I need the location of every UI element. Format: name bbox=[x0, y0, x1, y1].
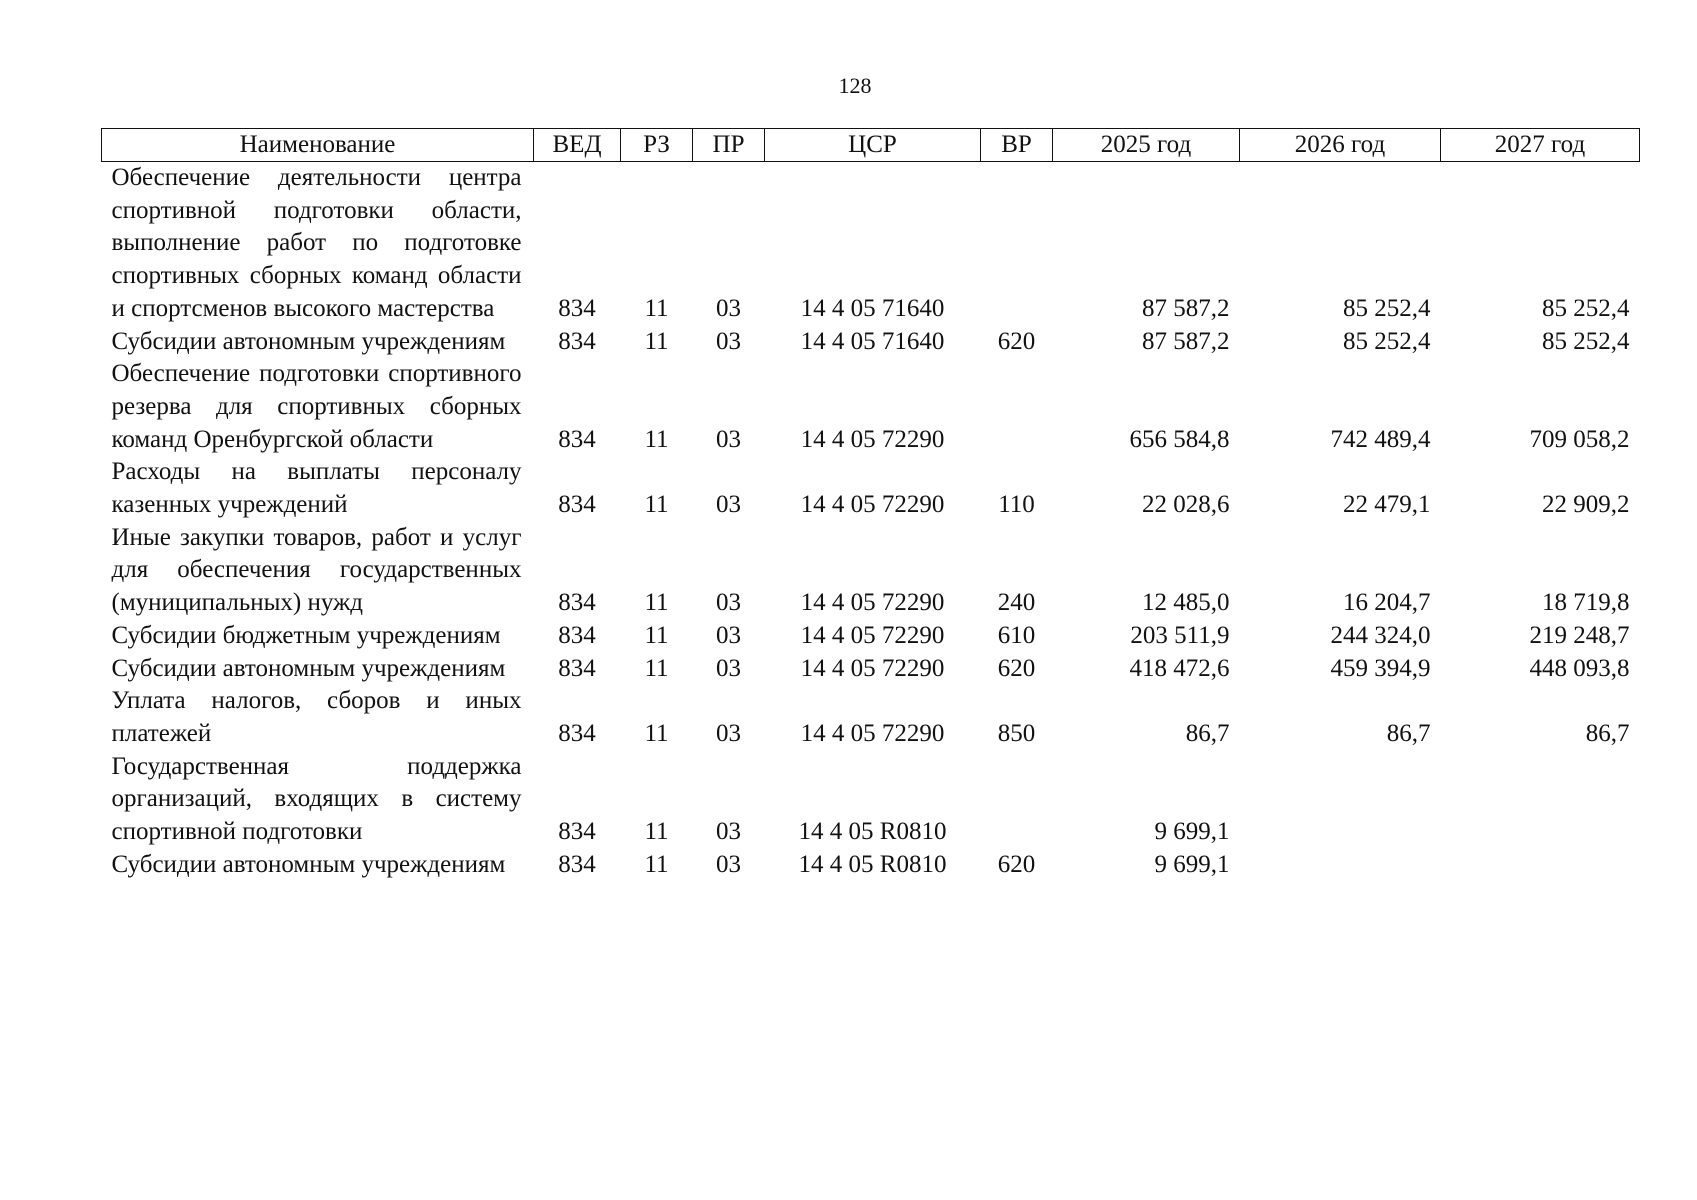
cell-2025: 203 511,9 bbox=[1130, 621, 1230, 649]
cell-rz: 11 bbox=[644, 818, 669, 846]
cell-name: Уплата налогов, сборов и иных платежей bbox=[111, 687, 522, 747]
cell-csr: 14 4 05 72290 bbox=[800, 425, 945, 453]
cell-ved: 834 bbox=[558, 850, 596, 878]
table-row bbox=[102, 685, 1640, 750]
cell-2026 bbox=[1240, 849, 1441, 882]
header-name: Наименование bbox=[102, 129, 534, 162]
cell-name: Субсидии автономным учреждениям bbox=[111, 327, 506, 355]
cell-vr bbox=[981, 358, 1053, 456]
cell-name: Субсидии автономным учреждениям bbox=[111, 654, 506, 682]
table-row bbox=[102, 653, 1640, 686]
cell-2025: 12 485,0 bbox=[1142, 589, 1230, 617]
cell-pr: 03 bbox=[716, 818, 741, 846]
table-row bbox=[102, 456, 1640, 521]
cell-2025: 86,7 bbox=[1185, 719, 1230, 747]
cell-csr: 14 4 05 72290 bbox=[800, 491, 945, 519]
cell-2025: 9 699,1 bbox=[1154, 818, 1230, 846]
cell-2027: 448 093,8 bbox=[1529, 654, 1630, 682]
cell-2027 bbox=[1441, 751, 1640, 849]
cell-pr: 03 bbox=[716, 589, 741, 617]
budget-table bbox=[101, 128, 1640, 881]
cell-pr: 03 bbox=[716, 491, 741, 519]
cell-rz: 11 bbox=[644, 654, 669, 682]
cell-csr: 14 4 05 R0810 bbox=[798, 818, 947, 846]
cell-2025: 87 587,2 bbox=[1142, 327, 1230, 355]
cell-2027: 86,7 bbox=[1585, 719, 1630, 747]
cell-rz: 11 bbox=[644, 621, 669, 649]
cell-csr: 14 4 05 72290 bbox=[800, 654, 945, 682]
cell-name: Субсидии автономным учреждениям bbox=[111, 850, 506, 878]
cell-vr: 610 bbox=[997, 621, 1036, 649]
cell-2027: 85 252,4 bbox=[1542, 294, 1630, 322]
cell-rz: 11 bbox=[644, 327, 669, 355]
cell-rz: 11 bbox=[644, 719, 669, 747]
cell-pr: 03 bbox=[716, 719, 741, 747]
cell-2026: 742 489,4 bbox=[1330, 425, 1431, 453]
cell-csr: 14 4 05 72290 bbox=[800, 719, 945, 747]
cell-csr: 14 4 05 72290 bbox=[800, 589, 945, 617]
cell-vr: 620 bbox=[997, 654, 1036, 682]
table-row bbox=[102, 326, 1640, 359]
table-row bbox=[102, 162, 1640, 326]
cell-2027 bbox=[1441, 849, 1640, 882]
cell-pr: 03 bbox=[716, 327, 741, 355]
cell-ved: 834 bbox=[558, 425, 596, 453]
cell-2025: 418 472,6 bbox=[1129, 654, 1230, 682]
cell-rz: 11 bbox=[644, 491, 669, 519]
header-rz: РЗ bbox=[621, 129, 693, 162]
cell-2026: 459 394,9 bbox=[1330, 654, 1431, 682]
cell-vr: 620 bbox=[997, 327, 1036, 355]
header-2025: 2025 год bbox=[1053, 129, 1240, 162]
cell-2027: 219 248,7 bbox=[1529, 621, 1630, 649]
cell-vr: 240 bbox=[997, 589, 1036, 617]
table-row bbox=[102, 522, 1640, 620]
cell-pr: 03 bbox=[716, 425, 741, 453]
cell-csr: 14 4 05 R0810 bbox=[798, 850, 947, 878]
cell-2025: 22 028,6 bbox=[1142, 491, 1230, 519]
cell-csr: 14 4 05 72290 bbox=[800, 621, 945, 649]
header-pr: ПР bbox=[693, 129, 765, 162]
cell-2027: 18 719,8 bbox=[1542, 589, 1630, 617]
cell-ved: 834 bbox=[558, 719, 596, 747]
cell-2027: 85 252,4 bbox=[1542, 327, 1630, 355]
cell-2027: 709 058,2 bbox=[1529, 425, 1630, 453]
cell-2026: 22 479,1 bbox=[1343, 491, 1431, 519]
cell-2026: 85 252,4 bbox=[1343, 327, 1431, 355]
cell-ved: 834 bbox=[558, 589, 596, 617]
cell-ved: 834 bbox=[558, 654, 596, 682]
cell-rz: 11 bbox=[644, 425, 669, 453]
cell-vr bbox=[981, 751, 1053, 849]
table-row bbox=[102, 620, 1640, 653]
cell-ved: 834 bbox=[558, 327, 596, 355]
header-ved: ВЕД bbox=[534, 129, 621, 162]
table-header-row bbox=[102, 129, 1640, 162]
header-vr: ВР bbox=[981, 129, 1053, 162]
table-row bbox=[102, 849, 1640, 882]
header-csr: ЦСР bbox=[765, 129, 981, 162]
cell-2026 bbox=[1240, 751, 1441, 849]
cell-name: Иные закупки товаров, работ и услуг для обеспечения государственных (муниципальных) нужд bbox=[111, 523, 522, 617]
header-2026: 2026 год bbox=[1240, 129, 1441, 162]
cell-vr bbox=[981, 162, 1053, 326]
cell-name: Обеспечение деятельности центра спортивной подготовки области, выполнение работ по подготовке спортивных сборных команд области и спортсменов высокого мастерства bbox=[111, 164, 522, 322]
cell-name: Субсидии бюджетным учреждениям bbox=[111, 621, 501, 649]
cell-2025: 656 584,8 bbox=[1129, 425, 1230, 453]
cell-ved: 834 bbox=[558, 621, 596, 649]
cell-name: Обеспечение подготовки спортивного резерва для спортивных сборных команд Оренбургской области bbox=[111, 360, 522, 453]
cell-2026: 244 324,0 bbox=[1330, 621, 1431, 649]
cell-vr: 620 bbox=[997, 850, 1036, 878]
cell-csr: 14 4 05 71640 bbox=[800, 294, 945, 322]
cell-vr: 850 bbox=[997, 719, 1036, 747]
cell-2027: 22 909,2 bbox=[1542, 491, 1630, 519]
cell-2025: 87 587,2 bbox=[1142, 294, 1230, 322]
cell-rz: 11 bbox=[644, 850, 669, 878]
cell-csr: 14 4 05 71640 bbox=[800, 327, 945, 355]
cell-pr: 03 bbox=[716, 621, 741, 649]
table-row bbox=[102, 358, 1640, 456]
cell-2026: 85 252,4 bbox=[1343, 294, 1431, 322]
cell-rz: 11 bbox=[644, 294, 669, 322]
cell-pr: 03 bbox=[716, 294, 741, 322]
cell-vr: 110 bbox=[998, 491, 1035, 519]
cell-ved: 834 bbox=[558, 818, 596, 846]
cell-ved: 834 bbox=[558, 491, 596, 519]
cell-name: Расходы на выплаты персоналу казенных учреждений bbox=[111, 458, 522, 519]
cell-2026: 16 204,7 bbox=[1343, 589, 1431, 617]
table-row bbox=[102, 751, 1640, 849]
cell-pr: 03 bbox=[716, 850, 741, 878]
cell-rz: 11 bbox=[644, 589, 669, 617]
cell-ved: 834 bbox=[558, 294, 596, 322]
cell-2026: 86,7 bbox=[1386, 719, 1431, 747]
page-number: 128 bbox=[838, 73, 872, 98]
cell-pr: 03 bbox=[716, 654, 741, 682]
cell-name: Государственная поддержка организаций, входящих в систему спортивной подготовки bbox=[111, 752, 522, 846]
table-body bbox=[102, 162, 1640, 882]
cell-2025: 9 699,1 bbox=[1154, 850, 1230, 878]
header-2027: 2027 год bbox=[1441, 129, 1640, 162]
